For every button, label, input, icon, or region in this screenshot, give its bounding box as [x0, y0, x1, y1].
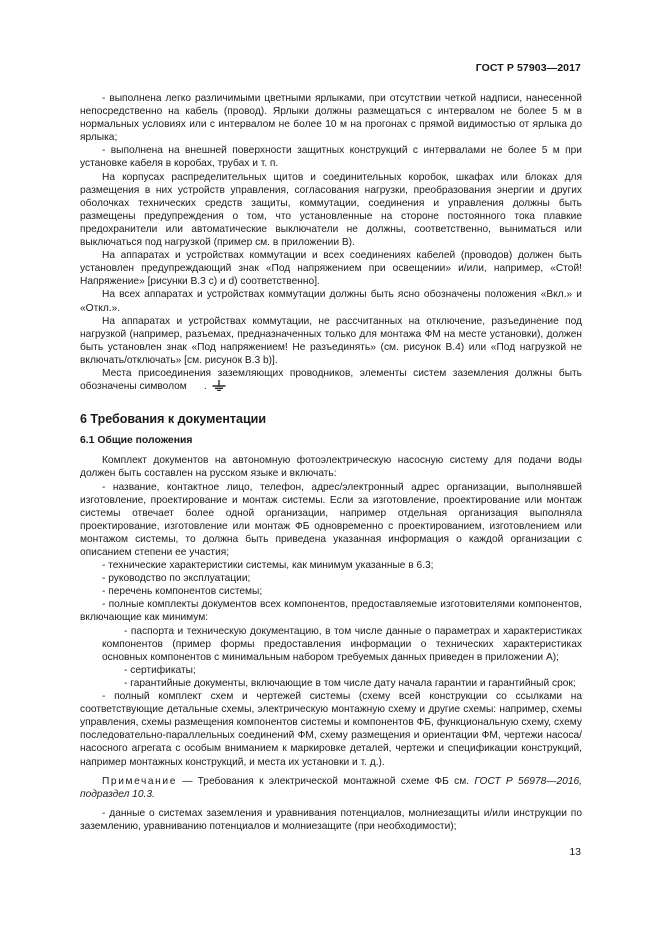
note-label: Примечание: [102, 775, 177, 787]
subsection-title: 6.1 Общие положения: [80, 435, 193, 447]
paragraph-text: Места присоединения заземляющих проводников, элементы систем заземления должны быть обозначены символом: [80, 367, 582, 393]
paragraph: На всех аппаратах и устройствах коммутации должны быть ясно обозначены положения «Вкл.» и «Откл.».: [80, 289, 582, 314]
list-item: - перечень компонентов системы;: [102, 586, 263, 598]
nested-list-item: - паспорта и техническую документацию, в том числе данные о параметрах и характеристиках компонентов (пример формы предоставления информации о технических характеристиках основных компонентов с минимальным набором требуемых данных приведен в приложении А);: [102, 625, 582, 663]
note: [80, 775, 582, 801]
paragraph: Комплект документов на автономную фотоэлектрическую насосную систему для подачи воды должен быть составлен на русском языке и включать:: [80, 455, 582, 480]
note-reference: ГОСТ Р 56978—2016, подраздел 10.3.: [80, 775, 582, 800]
paragraph: На корпусах распределительных щитов и соединительных коробок, шкафах или блоках для размещения в них устройств управления, согласования нагрузки, преобразования энергии и других оболочках технических средств защиты, коммутации, соединения и управления должны быть размещены предупреждения о том, что установленные на стороне постоянного тока плавкие предохранители или автоматические выключатели не должны, соответственно, выниматься или выключаться под нагрузкой (пример см. в приложении В).: [80, 171, 582, 249]
section-title: 6 Требования к документации: [80, 412, 267, 427]
nested-list-item: - гарантийные документы, включающие в том числе дату начала гарантии и гарантийный срок;: [124, 677, 576, 689]
paragraph-ground-symbol: Места присоединения заземляющих проводников, элементы систем заземления должны быть обозначены символом .: [80, 367, 582, 393]
list-item: - полные комплекты документов всех компонентов, предоставляемые изготовителями компонентов, включающие как минимум:: [80, 599, 582, 624]
ground-symbol-icon: [190, 380, 204, 391]
list-item: - технические характеристики системы, как минимум указанные в 6.3;: [102, 560, 434, 572]
page-number: 13: [569, 846, 581, 858]
list-item: - данные о системах заземления и уравнивания потенциалов, молниезащиты и/или инструкции по заземлению, уравниванию потенциалов и молниезащите (при необходимости);: [80, 807, 582, 832]
paragraph: - выполнена легко различимыми цветными ярлыками, при отсутствии четкой надписи, нанесенной непосредственно на кабель (провод). Ярлыки должны размещаться с интервалом не более 5 м в нормальных условиях или с интервалом не более 10 м на прогонах с прямой видимостью от ярлыка до ярлыка;: [80, 93, 582, 144]
list-item: - полный комплект схем и чертежей системы (схему всей конструкции со ссылками на соответствующие детальные схемы, электрическую монтажную схему и другие схемы: например, схемы управления, схемы размещения компонентов системы и компонентов ФБ, функциональную схему, схему последовательно-параллельных соединений ФМ, схему размещения и ориентации ФМ, чертежи насоса/насосного агрегата с особым вниманием к маркировке деталей, чертежи и спецификации конструкций, например монтажных конструкций, и места их установки и т. д.).: [80, 691, 582, 768]
note-text: — Требования к электрической монтажной схеме ФБ см.: [176, 775, 475, 787]
document-code: ГОСТ Р 57903—2017: [475, 62, 581, 74]
nested-list-item: - сертификаты;: [124, 664, 196, 676]
page-content: [80, 92, 582, 833]
paragraph: На аппаратах и устройствах коммутации и всех соединениях кабелей (проводов) должен быть установлен предупреждающий знак «Под напряжением при освещении» и/или, например, «Стой! Напряжение» [рисунки В.3 c) и d) соответственно].: [80, 250, 582, 288]
list-item: - руководство по эксплуатации;: [102, 573, 251, 585]
paragraph: На аппаратах и устройствах коммутации, не рассчитанных на отключение, разъединение под нагрузкой (например, разъемах, предназначенных только для монтажа ФМ на месте установки), должен быть установлен знак «Под напряжением! Не разъединять» (см. рисунок В.4) или «Под нагрузкой не включать/отключать» [см. рисунок В.3 b)].: [80, 315, 582, 366]
paragraph: - выполнена на внешней поверхности защитных конструкций с интервалами не более 5 м при установке кабеля в коробах, трубах и т. п.: [80, 145, 582, 170]
list-item: - название, контактное лицо, телефон, адрес/электронный адрес организации, выполнявшей изготовление, проектирование и монтаж системы. Если за изготовление, проектирование или монтаж системы отвечает более одной организации, например отдельная организация выполняла проектирование, изготовление или монтаж ФБ одновременно с проектированием, изготовлением или монтажом системы, то должна быть приведена указанная информация о каждой организации с описанием степени ее участия;: [80, 481, 582, 558]
